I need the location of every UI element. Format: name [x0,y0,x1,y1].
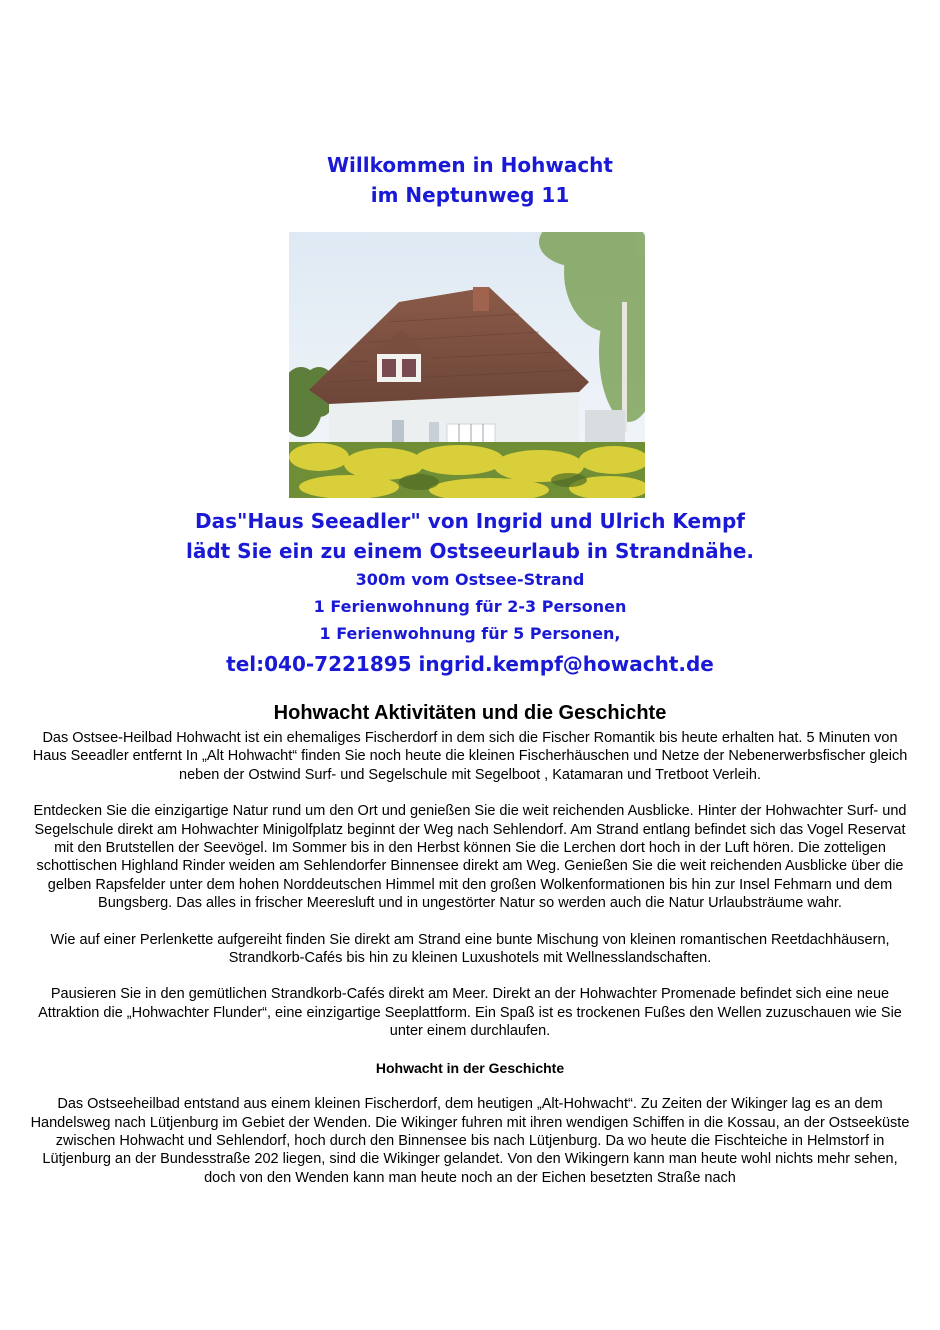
welcome-line-2: im Neptunweg 11 [370,183,570,207]
body-text [30,729,910,1205]
paragraph: Entdecken Sie die einzigartige Natur rund um den Ort und genießen Sie die weit reichenden Ausblicke. Hinter der Hohwachter Surf- und Segelschule direkt am Hohwachter Minigolfplatz beginnt der Weg nach Sehlendorf. Am Strand entlang befindet sich das Vogel Reservat mit den Brutstellen der Seevögel. Im Sommer bis in den Herbst können Sie die Lerchen dort hoch in der Luft hören. Die zotteligen schottischen Highland Rinder weiden am Sehlendorfer Binnensee direkt am Weg. Genießen Sie die weit reichenden Ausblicke über die gelben Rapsfelder unter dem hohen Norddeutschen Himmel mit den großen Wolkenformationen bis hin zur Insel Fehmarn und dem Bungsberg. Das alles in frischer Meeresluft und in ungestörter Natur so werden auch die Natur Urlaubsträume wahr. [33,803,907,912]
contact-line: tel:040-7221895 ingrid.kempf@howacht.de [226,652,714,676]
paragraph: Das Ostsee-Heilbad Hohwacht ist ein ehemaliges Fischerdorf in dem sich die Fischer Romantik bis heute erhalten hat. 5 Minuten von Haus Seeadler entfernt In „Alt Hohwacht“ finden Sie noch heute die kleinen Fischerhäuschen und Netze der Nebenerwerbsfischer gleich neben der Ostwind Surf- und Segelschule mit Segelboot , Katamaran und Tretboot Verleih. [32,730,908,783]
welcome-line-1: Willkommen in Hohwacht [327,153,613,177]
intro-line-5: 1 Ferienwohnung für 5 Personen, [319,624,621,643]
paragraph: Pausieren Sie in den gemütlichen Strandkorb-Cafés direkt am Meer. Direkt an der Hohwachter Promenade befindet sich eine neue Attraktion die „Hohwachter Flunder“, eine einzigartige Seeplattform. Ein Spaß ist es trockenen Fußes den Wellen zuzuschauen wie Sie unter einem durchlaufen. [38,986,902,1040]
house-photo [289,232,645,498]
intro-line-2: lädt Sie ein zu einem Ostseeurlaub in Strandnähe. [185,539,754,563]
history-title: Hohwacht in der Geschichte [375,1059,565,1076]
intro-block [0,506,940,679]
welcome-heading [0,150,940,210]
intro-line-4: 1 Ferienwohnung für 2-3 Personen [313,597,627,616]
section-title: Hohwacht Aktivitäten und die Geschichte [273,702,667,724]
intro-line-1: Das"Haus Seeadler" von Ingrid und Ulrich Kempf [195,509,745,533]
intro-line-3: 300m vom Ostsee-Strand [355,570,585,589]
paragraph: Wie auf einer Perlenkette aufgereiht finden Sie direkt am Strand eine bunte Mischung von kleinen romantischen Reetdachhäusern, Strandkorb-Cafés bis hin zu kleinen Luxushotels mit Wellnesslandschaften. [50,931,890,967]
history-paragraph: Das Ostseeheilbad entstand aus einem kleinen Fischerdorf, dem heutigen „Alt-Hohwacht“. Zu Zeiten der Wikinger lag es an dem Handelsweg nach Lütjenburg im Gebiet der Wenden. Die Wikinger fuhren mit ihren wendigen Schiffen in die Kossau, an der Ostseeküste zwischen Hohwacht und Sehlendorf, hoch durch den Binnensee bis nach Lütjenburg. Da wo heute die Fischteiche in Helmstorf in Lütjenburg an der Bundesstraße 202 liegen, sind die Wikinger gelandet. Von den Wikingern kann man heute wohl nichts mehr sehen, doch von den Wenden kann man heute noch an der Eichen besetzten Straße nach [30,1096,910,1186]
